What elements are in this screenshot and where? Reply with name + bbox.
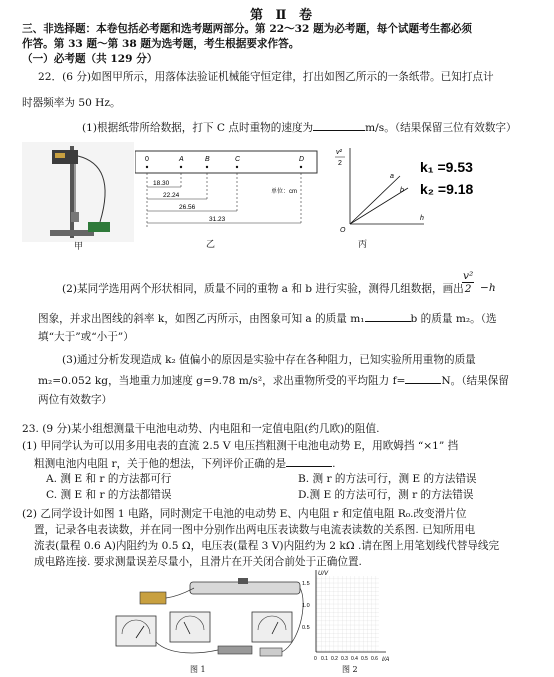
ui-graph-ylabel: U/V <box>318 571 329 577</box>
q22-part3-line-1: (3)通过分析发现造成 k₂ 值偏小的原因是实验中存在各种阻力，已知实验所用重物的质量 <box>62 354 476 366</box>
fraction-denominator: 2 <box>464 283 472 295</box>
slope-k2: k₂ =9.18 <box>420 181 474 197</box>
graph-xlabel: h <box>420 215 424 222</box>
ui-graph-xtick: 0.4 <box>351 656 358 662</box>
tape-measure-c: 26.56 <box>179 204 196 211</box>
ui-graph-xtick: 0 <box>314 656 317 662</box>
ui-graph-xlabel: I/A <box>382 657 390 663</box>
ui-graph-xtick: 0.5 <box>361 656 368 662</box>
q22-part3-line-2-a: m₂=0.052 kg，当地重力加速度 g=9.78 m/s²，求出重物所受的平均阻力 f= <box>38 375 406 387</box>
fraction-tail: −h <box>480 282 496 294</box>
tape-point-d: D <box>299 156 305 163</box>
tape-point-a: A <box>179 156 184 163</box>
tape-measure-b: 22.24 <box>163 192 180 199</box>
q23-line-1: 23. (9 分)某小组想测量干电池电动势、内电阻和一定值电阻(约几欧)的阻值. <box>22 423 380 435</box>
option-c: C. 测 E 和 r 的方法都错误 <box>46 489 172 501</box>
figure-circuit-apparatus <box>110 572 310 664</box>
q23-line-3-b: . <box>332 458 336 470</box>
figure-paper-tape <box>135 145 325 233</box>
resistor-r0 <box>218 646 252 654</box>
q22-part2-line-2 <box>38 311 497 326</box>
q22-part2-line-3: 填“大于”或“小于”） <box>38 331 134 343</box>
fig-label-jia: 甲 <box>74 242 84 252</box>
fig-label-bing: 丙 <box>358 240 368 250</box>
ui-graph-xtick: 0.1 <box>321 656 328 662</box>
ui-graph-xtick: 0.2 <box>331 656 338 662</box>
q22-line-1: 22．(6 分)如图甲所示，用落体法验证机械能守恒定律，打出如图乙所示的一条纸带。已知打点计 <box>38 71 494 83</box>
option-b: B. 测 r 的方法可行，测 E 的方法错误 <box>298 473 477 485</box>
answer-blank[interactable] <box>365 311 411 322</box>
battery <box>140 592 166 604</box>
q22-part1-text-a: (1)根据纸带所给数据，打下 C 点时重物的速度为 <box>82 122 314 134</box>
fraction-numerator: v² <box>463 270 474 282</box>
intro-line-1: 三、非选择题：本卷包括必考题和选考题两部分。第 22～32 题为必考题，每个试题考生都必须 <box>22 23 473 35</box>
option-d: D.测 E 的方法可行，测 r 的方法错误 <box>298 489 474 501</box>
q22-part3-line-2-b: N。（结果保留 <box>441 375 509 387</box>
answer-blank[interactable] <box>286 456 332 467</box>
q22-part2-line-2-a: 图象，并求出图线的斜率 k，如图乙丙所示，由图象可知 a 的质量 m₁ <box>38 313 365 325</box>
tape-point-c: C <box>235 156 241 163</box>
ui-graph-xtick: 0.6 <box>371 656 378 662</box>
q22-part1-text-b: m/s。（结果保留三位有效数字） <box>365 122 517 134</box>
q23-part2-line-2: 置，记录各电表读数，并在同一图中分别作出两电压表读数与电流表读数的关系图. 已知所用电 <box>34 524 476 536</box>
q22-line-2: 时器频率为 50 Hz。 <box>22 97 121 109</box>
page-title: 第 Ⅱ 卷 <box>250 8 317 23</box>
voltmeter-2 <box>252 612 292 642</box>
intro-line-2: 作答。第 33 题～第 38 题为选考题，考生根据要求作答。 <box>22 38 300 50</box>
ui-graph-ytick: 0.5 <box>302 625 310 631</box>
fraction-v2-over-2 <box>462 270 474 295</box>
tape-measure-a: 18.30 <box>153 180 170 187</box>
figure-apparatus-photo <box>22 142 134 242</box>
q22-part2-line-2-b: b 的质量 m₂。（选 <box>410 313 497 325</box>
voltmeter-1 <box>116 616 156 646</box>
q23-line-2: (1) 甲同学认为可以用多用电表的直流 2.5 V 电压挡粗测干电池电动势 E，用欧姆挡 “×1” 挡 <box>22 440 459 452</box>
switch <box>260 648 282 656</box>
answer-blank[interactable] <box>405 373 441 384</box>
tape-point-0: 0 <box>145 156 149 163</box>
graph-ylabel-num: v² <box>336 149 342 156</box>
q23-part2-line-1: (2) 乙同学设计如图 1 电路，同时测定干电池的电动势 E、内电阻 r 和定值电阻 R₀.改变滑片位 <box>22 508 467 520</box>
ammeter <box>170 612 210 642</box>
ui-graph-ytick: 1.0 <box>302 603 310 609</box>
q22-part1 <box>82 120 517 135</box>
line-label-b: b <box>400 187 404 194</box>
q22-part2-line-1: (2)某同学选用两个形状相同，质量不同的重物 a 和 b 进行实验，测得几组数据，画出 <box>62 283 464 295</box>
q22-part3-line-3: 两位有效数字） <box>38 394 113 406</box>
q23-line-3 <box>34 456 335 471</box>
tape-unit: 单位：cm <box>271 189 297 195</box>
q23-part2-line-3: 流表(量程 0.6 A)内阻约为 0.5 Ω，电压表(量程 3 V)内阻约为 2 kΩ .请在图上用笔划线代替导线完 <box>34 540 500 552</box>
ui-graph-xtick: 0.3 <box>341 656 348 662</box>
section-heading: （一）必考题（共 129 分） <box>22 53 158 65</box>
fig2-label: 图 2 <box>342 665 358 674</box>
answer-blank[interactable] <box>313 120 365 131</box>
option-a: A. 测 E 和 r 的方法都可行 <box>46 473 172 485</box>
figure-slope-graph <box>328 140 528 240</box>
figure-ui-graph <box>300 566 400 664</box>
line-label-a: a <box>390 173 394 180</box>
fig-label-yi: 乙 <box>206 240 216 250</box>
q22-part3-line-2 <box>38 373 509 388</box>
graph-ylabel-den: 2 <box>338 160 342 167</box>
q23-part2-line-4: 成电路连接. 要求测量误差尽量小，且滑片在开关闭合前处于正确位置. <box>34 556 362 568</box>
graph-origin: O <box>340 227 346 234</box>
slope-k1: k₁ =9.53 <box>420 159 473 175</box>
fig1-label: 图 1 <box>190 665 206 674</box>
q23-line-3-a: 粗测电池内电阻 r，关于他的想法，下列评价正确的是 <box>34 458 287 470</box>
tape-measure-d: 31.23 <box>209 216 226 223</box>
tape-point-b: B <box>205 156 210 163</box>
ui-graph-ytick: 1.5 <box>302 581 310 587</box>
